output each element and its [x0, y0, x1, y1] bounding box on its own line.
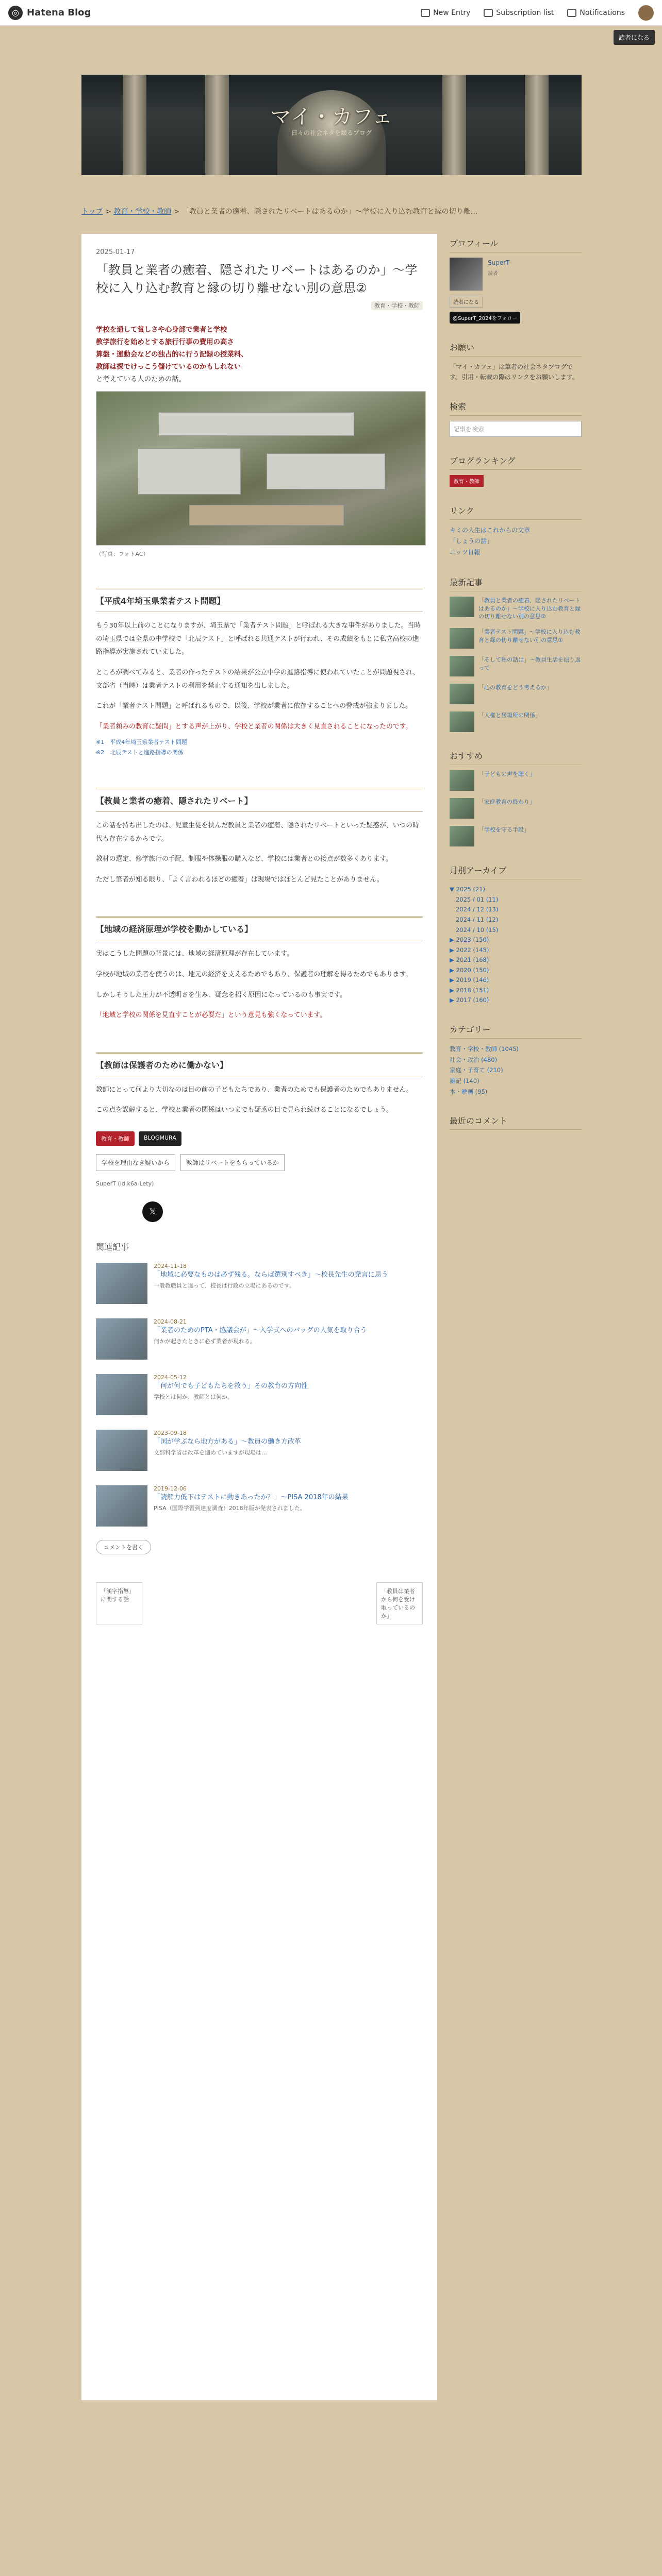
- archive-year[interactable]: ▶ 2018 (151): [450, 986, 489, 994]
- bell-icon: [567, 9, 576, 17]
- entry-title[interactable]: 「教員と業者の癒着、隠されたリベートはあるのか」〜学校に入り込む教育と縁の切り離せない別の意思②: [96, 263, 418, 295]
- follow-button[interactable]: 読者になる: [450, 296, 483, 308]
- entry-lead: [96, 324, 423, 386]
- popular-entry[interactable]: [450, 798, 582, 819]
- blog-title[interactable]: マイ・カフェ: [270, 105, 393, 129]
- related-title[interactable]: 「地域に必要なものは必ず残る。ならば選別すべき」〜校長先生の発言に思う: [154, 1270, 388, 1279]
- archive-module: [450, 861, 582, 1006]
- section-heading: 【平成4年埼玉県業者テスト問題】: [96, 588, 423, 612]
- notifications-button[interactable]: Notifications: [567, 9, 625, 17]
- related-date: 2019-12-06: [154, 1485, 187, 1492]
- section-heading: 【地域の経済原理が学校を動かしている】: [96, 916, 423, 940]
- category-link[interactable]: 社会・政治 (480): [450, 1056, 498, 1063]
- subscription-list-button[interactable]: Subscription list: [484, 9, 554, 17]
- entry-categories: [96, 301, 423, 310]
- recent-thumbnail[interactable]: [450, 656, 474, 676]
- related-excerpt: 文部科学省は改革を進めていますが現場は…: [154, 1449, 267, 1456]
- paragraph: 学校が地域の業者を使うのは、地元の経済を支えるためでもあり、保護者の理解を得るためでもあります。: [96, 970, 412, 978]
- popular-entry[interactable]: [450, 826, 582, 846]
- recent-thumbnail[interactable]: [450, 628, 474, 649]
- next-entry-link[interactable]: 「教員は業者から何を受け取っているのか」: [376, 1582, 423, 1624]
- sidebar: [450, 234, 582, 1144]
- archive-year[interactable]: ▶ 2020 (150): [450, 966, 489, 974]
- ranking-banner[interactable]: 教育・教師: [96, 1131, 135, 1146]
- related-thumbnail[interactable]: [96, 1374, 147, 1415]
- related-title[interactable]: 「読解力低下はテストに動きあったか？」〜PISA 2018年の結果: [154, 1493, 349, 1501]
- recent-thumbnail[interactable]: [450, 684, 474, 704]
- comments-module: [450, 1111, 582, 1130]
- archive-month[interactable]: 2024 / 10 (15): [456, 926, 499, 934]
- popular-thumbnail[interactable]: [450, 770, 474, 791]
- archive-year[interactable]: ▶ 2017 (160): [450, 996, 489, 1004]
- recent-thumbnail[interactable]: [450, 711, 474, 732]
- related-excerpt: PISA（国際学習到達度調査）2018年版が発表されました。: [154, 1505, 306, 1512]
- recent-entry[interactable]: [450, 597, 582, 621]
- entry-article: [81, 234, 437, 2400]
- paragraph-highlight: 「業者頼みの教育に疑問」とする声が上がり、学校と業者の関係は大きく見直されることになったのです。: [96, 722, 412, 731]
- popular-entry[interactable]: [450, 770, 582, 791]
- related-date: 2023-09-18: [154, 1429, 187, 1436]
- links-module: [450, 501, 582, 558]
- lead-line: 教学旅行を始めとする旅行行事の費用の高さ: [96, 338, 234, 346]
- recent-entry[interactable]: [450, 711, 582, 732]
- search-module: [450, 397, 582, 437]
- paragraph: ただし筆者が知る限り、「よく言われるほどの癒着」は現場ではほとんど見たことがありません。: [96, 875, 384, 884]
- sidebar-link[interactable]: キミの人生はこれからの文章: [450, 526, 531, 534]
- paragraph: この点を誤解すると、学校と業者の関係はいつまでも疑惑の目で見られ続けることになるでしょう。: [96, 1106, 393, 1114]
- popular-module: [450, 747, 582, 846]
- breadcrumb-home[interactable]: トップ: [81, 208, 103, 216]
- category-chip[interactable]: 学校を理由なき疑いから: [96, 1154, 175, 1171]
- archive-month[interactable]: 2025 / 01 (11): [456, 895, 499, 903]
- sidebar-link[interactable]: 「しょうの話」: [450, 537, 493, 545]
- entry-pager: [96, 1582, 423, 1624]
- recent-entry[interactable]: [450, 684, 582, 704]
- related-entry[interactable]: [96, 1426, 423, 1475]
- footnote-link[interactable]: ※1 平成4年埼玉県業者テスト問題: [96, 739, 187, 746]
- hatena-logo[interactable]: [8, 6, 91, 20]
- profile-role: 読者: [488, 270, 498, 277]
- profile-image[interactable]: [450, 258, 483, 291]
- related-entry[interactable]: [96, 1259, 423, 1308]
- category-link[interactable]: 雑記 (140): [450, 1077, 479, 1084]
- module-heading: カテゴリー: [450, 1020, 582, 1039]
- ranking-banner[interactable]: 教育・教師: [450, 475, 484, 487]
- ranking-banners: [96, 1131, 423, 1146]
- photo-building: [138, 448, 241, 495]
- related-heading: 関連記事: [96, 1242, 129, 1252]
- subscribe-button[interactable]: 読者になる: [614, 30, 655, 45]
- photo-caption: （写真：フォトAC）: [96, 551, 149, 558]
- footnote-link[interactable]: ※2 北辰テストと進路指導の関係: [96, 749, 184, 756]
- section-heading: 【教員と業者の癒着、隠されたリベート】: [96, 788, 423, 812]
- breadcrumb: トップ > 教育・学校・教師 > 「教員と業者の癒着、隠されたリベートはあるのか」〜学校に入り込む教育と縁の切り離…: [81, 208, 478, 216]
- pencil-icon: [421, 9, 430, 17]
- related-excerpt: 一般教職員と違って、校長は行政の立場にあるのです。: [154, 1282, 295, 1290]
- archive-month[interactable]: 2024 / 12 (13): [456, 906, 499, 913]
- category-link[interactable]: 教育・学校・教師 (1045): [450, 1045, 519, 1053]
- related-entry[interactable]: [96, 1370, 423, 1419]
- category-link[interactable]: 家庭・子育て (210): [450, 1066, 503, 1074]
- recent-entries-module: [450, 573, 582, 733]
- topbar: [0, 0, 662, 26]
- paragraph: この話を持ち出したのは、児童生徒を挟んだ教員と業者の癒着、隠されたリベートといった疑惑が、いつの時代も存在するからです。: [96, 821, 419, 843]
- recent-entry[interactable]: [450, 656, 582, 676]
- recent-title[interactable]: 「教員と業者の癒着、隠されたリベートはあるのか」〜学校に入り込む教育と縁の切り離せない別の意思②: [478, 597, 581, 620]
- related-thumbnail[interactable]: [96, 1318, 147, 1360]
- module-heading: 月別アーカイブ: [450, 861, 582, 879]
- paragraph: 教師にとって何より大切なのは目の前の子どもたちであり、業者のためでも保護者のためでもありません。: [96, 1086, 413, 1094]
- hatena-logo-icon: ◎: [8, 6, 23, 20]
- paragraph: 教材の選定、修学旅行の手配、制服や体操服の購入など、学校には業者との接点が数多くあります。: [96, 855, 392, 863]
- module-heading: 最新記事: [450, 573, 582, 591]
- archive-year[interactable]: ▶ 2022 (145): [450, 946, 489, 954]
- related-date: 2024-08-21: [154, 1318, 187, 1325]
- module-heading: ブログランキング: [450, 451, 582, 470]
- brand-name: Hatena Blog: [27, 7, 91, 18]
- related-title[interactable]: 「何が何でも子どもたちを救う」その教育の方向性: [154, 1382, 308, 1390]
- paragraph: 実はこうした問題の背景には、地域の経済原理が存在しています。: [96, 950, 293, 958]
- related-excerpt: 何かが起きたときに必ず業者が現れる。: [154, 1338, 256, 1345]
- comment-button[interactable]: コメントを書く: [96, 1540, 151, 1554]
- related-thumbnail[interactable]: [96, 1430, 147, 1471]
- module-heading: 検索: [450, 397, 582, 416]
- photo-building: [158, 412, 354, 436]
- recent-title[interactable]: 「人権と居場所の関係」: [478, 712, 541, 719]
- photo-building: [267, 453, 385, 489]
- profile-module: [450, 234, 582, 324]
- popular-thumbnail[interactable]: [450, 798, 474, 819]
- breadcrumb-category[interactable]: 教育・学校・教師: [113, 208, 172, 216]
- lead-line: 学校を通して貧しさや心身部で業者と学校: [96, 326, 227, 334]
- paragraph-highlight: 「地域と学校の関係を見直すことが必要だ」という意見も強くなっています。: [96, 1011, 326, 1020]
- recent-entry[interactable]: [450, 628, 582, 649]
- paragraph: しかしそうした圧力が不透明さを生み、疑念を招く原因になっているのも事実です。: [96, 991, 347, 999]
- related-thumbnail[interactable]: [96, 1485, 147, 1527]
- entry-date[interactable]: 2025-01-17: [96, 248, 135, 256]
- user-avatar[interactable]: [638, 5, 654, 21]
- recent-title[interactable]: 「業者テスト問題」〜学校に入り込む教育と縁の切り離せない別の意思①: [478, 629, 581, 644]
- module-heading: プロフィール: [450, 234, 582, 252]
- profile-name[interactable]: SuperT: [488, 259, 510, 266]
- related-date: 2024-05-12: [154, 1374, 187, 1381]
- related-date: 2024-11-18: [154, 1262, 187, 1269]
- popular-title[interactable]: 「学校を守る手段」: [478, 826, 529, 834]
- category-module: [450, 1020, 582, 1097]
- blog-description: 日々の社会ネタを綴るブログ: [291, 129, 372, 137]
- archive-month[interactable]: 2024 / 11 (12): [456, 916, 499, 924]
- related-entry[interactable]: [96, 1481, 423, 1531]
- footnotes: [96, 737, 423, 758]
- archive-year[interactable]: ▶ 2021 (168): [450, 956, 489, 964]
- recent-thumbnail[interactable]: [450, 597, 474, 617]
- related-thumbnail[interactable]: [96, 1263, 147, 1304]
- popular-thumbnail[interactable]: [450, 826, 474, 846]
- popular-title[interactable]: 「子どもの声を聴く」: [478, 771, 535, 778]
- ranking-module: [450, 451, 582, 487]
- new-entry-button[interactable]: New Entry: [421, 9, 470, 17]
- author-line[interactable]: SuperT (id:k6a-Lety): [96, 1180, 154, 1187]
- category-link[interactable]: 本・映画 (95): [450, 1088, 488, 1095]
- entry-photo: [96, 391, 426, 546]
- recent-title[interactable]: 「心の教育をどう考えるか」: [478, 684, 552, 691]
- category-chip[interactable]: 教師はリベートをもらっているか: [180, 1154, 285, 1171]
- list-icon: [484, 9, 493, 17]
- lead-line: 算盤・運動会などの独占的に行う記録の授業料、: [96, 350, 248, 359]
- x-follow-button[interactable]: @SuperT_2024をフォロー: [450, 312, 520, 324]
- archive-year[interactable]: ▶ 2023 (150): [450, 936, 489, 944]
- module-heading: リンク: [450, 501, 582, 520]
- paragraph: もう30年以上前のことになりますが、埼玉県で「業者テスト問題」と呼ばれる大きな事件がありました。当時の埼玉県では全県の中学校で「北辰テスト」と呼ばれる共通テストが行われ、その成績をもとに私立高校の進路指導が実施されていました。: [96, 622, 421, 656]
- about-text: 「マイ・カフェ」は筆者の社会ネタブログです。引用・転載の際はリンクをお願いします。: [450, 363, 578, 381]
- paragraph: ところが調べてみると、業者の作ったテストの結果が公立中学の進路指導に使われていたことが問題視され、文部省（当時）は業者テストの利用を禁止する通知を出しました。: [96, 669, 420, 690]
- related-entry[interactable]: [96, 1314, 423, 1364]
- paragraph: これが「業者テスト問題」と呼ばれるもので、以後、学校が業者に依存することへの警戒が強まりました。: [96, 702, 412, 710]
- blog-header[interactable]: [81, 75, 582, 175]
- breadcrumb-current: 「教員と業者の癒着、隠されたリベートはあるのか」〜学校に入り込む教育と縁の切り離…: [181, 208, 478, 216]
- related-title[interactable]: 「国が学ぶなら地方がある」〜教員の働き方改革: [154, 1437, 302, 1446]
- lead-line: 教師は探でけっこう儲けているのかもしれない: [96, 363, 241, 371]
- sidebar-link[interactable]: ニッツ日報: [450, 548, 481, 556]
- archive-year[interactable]: ▼ 2025 (21): [450, 886, 486, 893]
- about-module: [450, 338, 582, 383]
- x-share-icon[interactable]: 𝕏: [142, 1201, 163, 1222]
- entry-category-chips: [96, 1154, 423, 1171]
- module-heading: お願い: [450, 338, 582, 357]
- lead-plain: と考えている人のための話。: [96, 376, 186, 384]
- archive-year[interactable]: ▶ 2019 (146): [450, 976, 489, 984]
- module-heading: おすすめ: [450, 747, 582, 765]
- module-heading: 最近のコメント: [450, 1111, 582, 1130]
- photo-schoolyard: [189, 505, 344, 526]
- prev-entry-link[interactable]: 「漢字指導」に関する話: [96, 1582, 142, 1624]
- related-excerpt: 学校とは何か、教師とは何か。: [154, 1394, 233, 1401]
- recent-title[interactable]: 「そして私の話は」〜教員生活を振り返って: [478, 656, 581, 672]
- search-input[interactable]: 記事を検索: [450, 421, 582, 437]
- blogmura-banner[interactable]: BLOGMURA: [139, 1131, 181, 1146]
- section-heading: 【教師は保護者のために働かない】: [96, 1052, 423, 1076]
- related-title[interactable]: 「業者のためのPTA・協議会が」〜入学式へのバッグの人気を取り合う: [154, 1326, 367, 1334]
- entry-category[interactable]: 教育・学校・教師: [371, 301, 423, 310]
- popular-title[interactable]: 「家庭教育の終わり」: [478, 799, 535, 806]
